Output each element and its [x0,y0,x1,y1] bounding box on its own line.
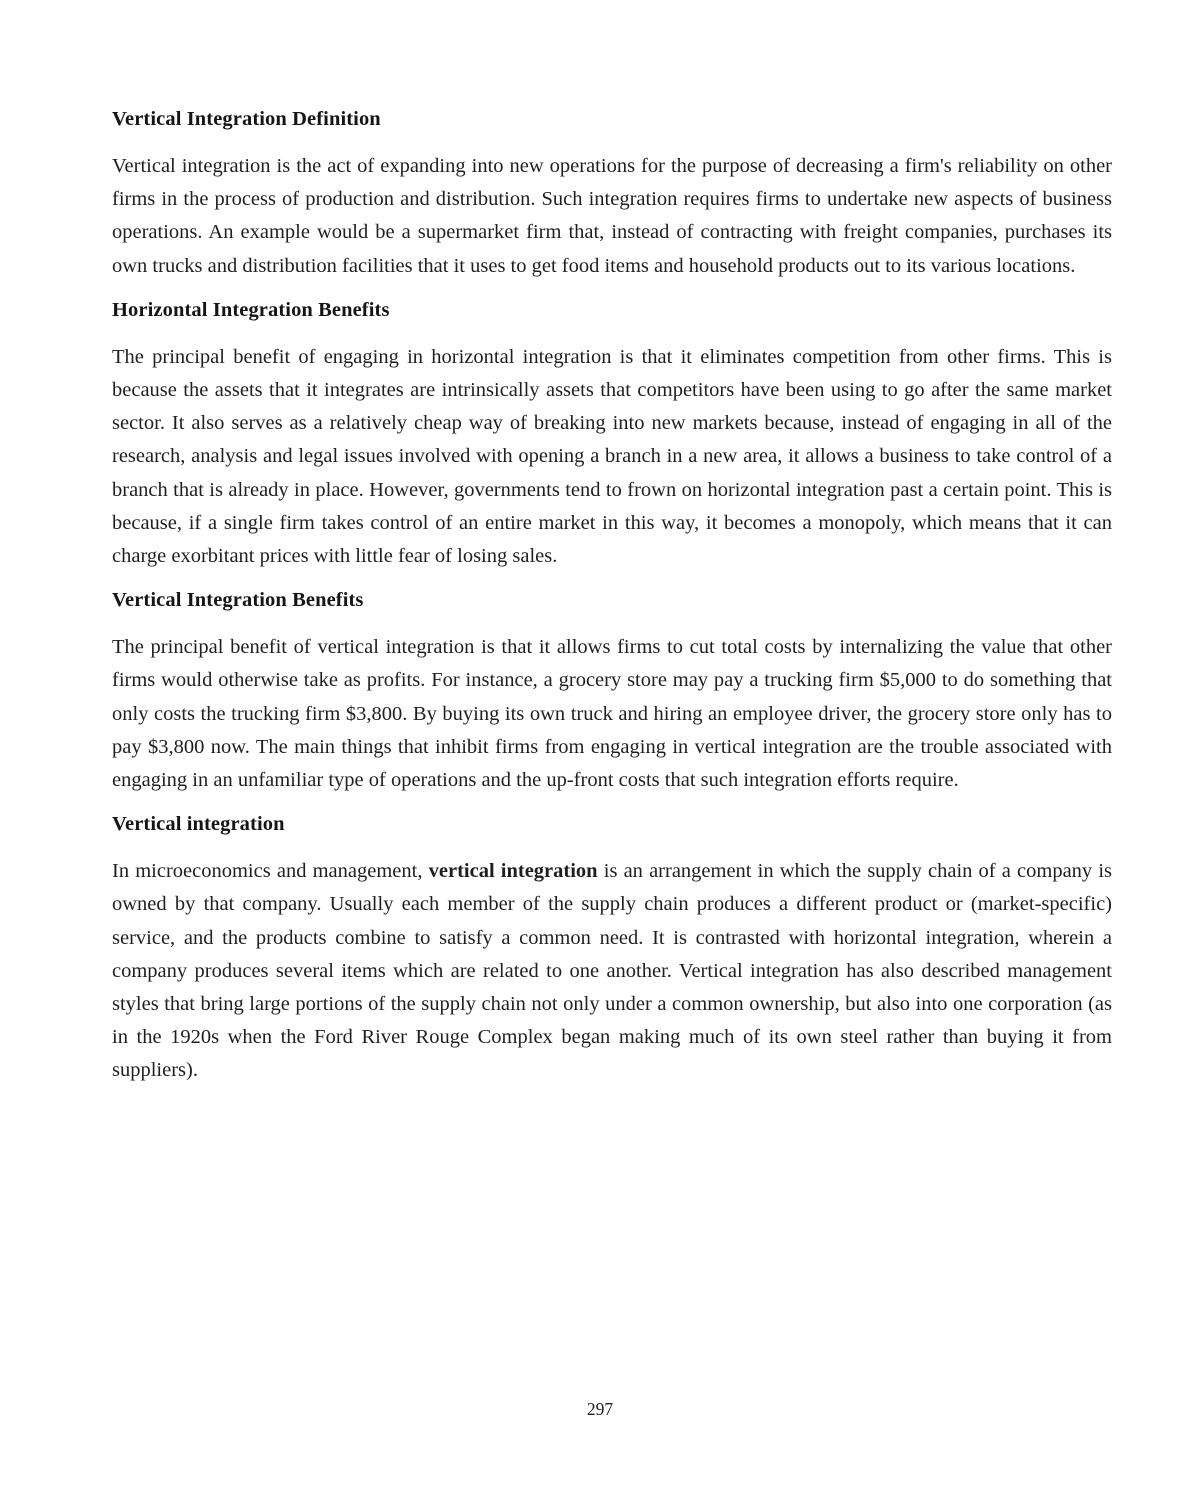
paragraph-text-after-bold: is an arrangement in which the supply chain of a company is owned by that company. Usually each member of the supply chain produces a different product or (market-specific) service, and the products combine to satisfy a common need. It is contrasted with horizontal integration, wherein a company produces several items which are related to one another. Vertical integration has also described management styles that bring large portions of the supply chain not only under a common ownership, but also into one corporation (as in the 1920s when the Ford River Rouge Complex began making much of its own steel rather than buying it from suppliers). [112,860,1113,1082]
section-vertical-integration-definition [112,104,1112,283]
paragraph-vertical-integration [112,855,1112,1087]
paragraph-horizontal-integration-benefits: The principal benefit of engaging in horizontal integration is that it eliminates competition from other firms. This is because the assets that it integrates are intrinsically assets that competitors have been using to go after the same market sector. It also serves as a relatively cheap way of breaking into new markets because, instead of engaging in all of the research, analysis and legal issues involved with opening a branch in a new area, it allows a business to take control of a branch that is already in place. However, governments tend to frown on horizontal integration past a certain point. This is because, if a single firm takes control of an entire market in this way, it becomes a monopoly, which means that it can charge exorbitant prices with little fear of losing sales. [112,345,1112,568]
section-heading-horizontal-integration-benefits: Horizontal Integration Benefits [112,298,390,321]
section-vertical-integration [112,809,1112,1087]
section-heading-vertical-integration-benefits: Vertical Integration Benefits [112,589,364,612]
page-number: 297 [586,1399,614,1419]
paragraph-text-before-bold: In microeconomics and management, [112,860,429,883]
section-horizontal-integration-benefits [112,295,1112,573]
section-heading-vertical-integration: Vertical integration [112,813,285,836]
paragraph-vertical-integration-definition: Vertical integration is the act of expanding into new operations for the purpose of decreasing a firm's reliability on other firms in the process of production and distribution. Such integration requires firms to undertake new aspects of business operations. An example would be a supermarket firm that, instead of contracting with freight companies, purchases its own trucks and distribution facilities that it uses to get food items and household products out to its various locations. [112,155,1112,277]
section-heading-vertical-integration-definition: Vertical Integration Definition [112,108,381,130]
document-body [112,104,1112,1088]
paragraph-vertical-integration-benefits: The principal benefit of vertical integration is that it allows firms to cut total costs by internalizing the value that other firms would otherwise take as profits. For instance, a grocery store may pay a trucking firm $5,000 to do something that only costs the trucking firm $3,800. By buying its own truck and hiring an employee driver, the grocery store only has to pay $3,800 now. The main things that inhibit firms from engaging in vertical integration are the trouble associated with engaging in an unfamiliar type of operations and the up-front costs that such integration efforts require. [112,636,1112,792]
section-vertical-integration-benefits [112,585,1112,797]
emphasis-vertical-integration: vertical integration [428,860,598,883]
